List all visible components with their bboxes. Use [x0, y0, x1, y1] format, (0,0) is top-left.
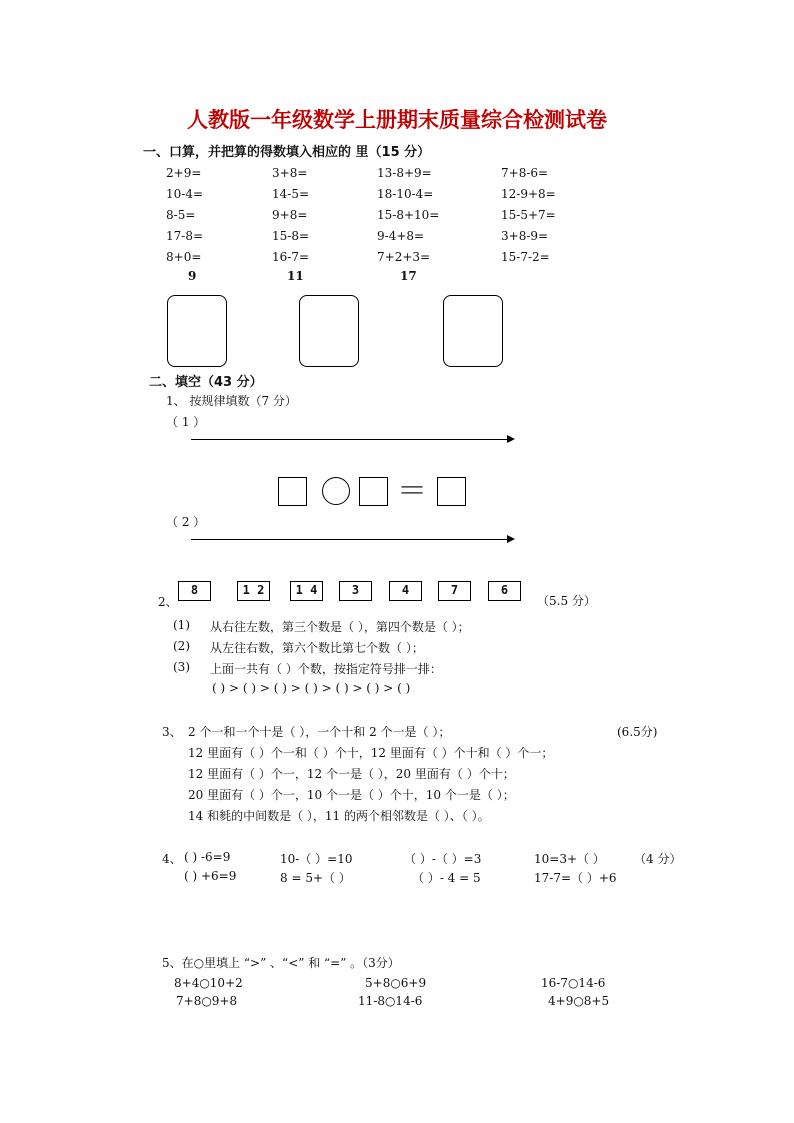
- arithmetic-item: 8+0=: [166, 250, 202, 264]
- number-box: 7: [438, 581, 471, 601]
- q4-item: 8 = 5+（ ）: [280, 871, 351, 885]
- number-line-arrow: [191, 539, 513, 540]
- number-box: 3: [339, 581, 372, 601]
- arithmetic-item: 16-7=: [272, 250, 310, 264]
- section1-heading: 一、口算，并把算的得数填入相应的 里（15 分）: [143, 145, 431, 160]
- arithmetic-item: 15-5+7=: [501, 208, 556, 222]
- arithmetic-item: 9-4+8=: [377, 229, 425, 243]
- q5-item: 5+8○6+9: [365, 976, 427, 990]
- number-box: 8: [178, 581, 211, 601]
- q4-item: ( ) -6=9: [184, 850, 231, 864]
- q4-number: 4、: [162, 852, 182, 866]
- q2-number: 2、: [158, 595, 178, 609]
- arithmetic-column-2: [272, 163, 309, 268]
- q2-sub-text: 上面一共有（ ）个数，按指定符号排一排：: [210, 662, 442, 676]
- arithmetic-item: 15-8=: [272, 229, 310, 243]
- q4-item: （ ）-（ ）=3: [404, 852, 482, 866]
- blank-square[interactable]: [437, 477, 466, 506]
- q1-label: 1、 按规律填数（7 分）: [166, 394, 297, 408]
- arithmetic-item: 17-8=: [166, 229, 204, 243]
- equals-sign: ＝: [397, 474, 427, 509]
- q3-line: 12 里面有（ ）个一和（ ）个十，12 里面有（ ）个十和（ ）个一；: [188, 746, 554, 760]
- arithmetic-item: 2+9=: [166, 166, 202, 180]
- q4-item: 17-7=（ ）+6: [534, 871, 617, 885]
- arithmetic-item: 10-4=: [166, 187, 204, 201]
- arithmetic-item: 15-8+10=: [377, 208, 440, 222]
- q2-sub-number: (3): [173, 660, 190, 674]
- q2-sub-number: (1): [173, 618, 190, 632]
- q5-item: 4+9○8+5: [548, 994, 610, 1008]
- q2-score: （5.5 分）: [537, 594, 596, 608]
- arithmetic-item: 7+8-6=: [501, 166, 549, 180]
- answer-box-label: 11: [287, 269, 304, 283]
- q5-heading: 5、在○里填上 “>” 、“<” 和 “=” 。（3分）: [162, 956, 400, 970]
- q2-order-line: ( ) > ( ) > ( ) > ( ) > ( ) > ( ) > ( ): [212, 681, 411, 695]
- arithmetic-item: 9+8=: [272, 208, 308, 222]
- arithmetic-item: 13-8+9=: [377, 166, 432, 180]
- number-box: 4: [389, 581, 422, 601]
- q1-part2-label: （ 2 ）: [166, 515, 206, 529]
- q4-item: （ ）- 4 = 5: [412, 871, 481, 885]
- q3-line: 12 里面有（ ）个一，12 个一是（ ），20 里面有（ ）个十；: [188, 767, 515, 781]
- q1-part1-label: （ 1 ）: [166, 415, 206, 429]
- arithmetic-item: 14-5=: [272, 187, 310, 201]
- number-box: 1 2: [237, 581, 270, 601]
- q4-score: （4 分）: [634, 852, 682, 866]
- arithmetic-item: 3+8-9=: [501, 229, 549, 243]
- arithmetic-item: 7+2+3=: [377, 250, 431, 264]
- answer-box[interactable]: [443, 295, 503, 367]
- number-box: 6: [488, 581, 521, 601]
- q3-line: 14 和毵的中间数是（ ），11 的两个相邻数是（ ）、（ ）。: [188, 809, 490, 823]
- page-title: 人教版一年级数学上册期末质量综合检测试卷: [187, 108, 607, 132]
- blank-square[interactable]: [278, 477, 307, 506]
- answer-box-label: 9: [188, 269, 197, 283]
- q3-line: 20 里面有（ ）个一，10 个一是（ ）个十，10 个一是（ ）；: [188, 788, 515, 802]
- q3-score: (6.5分): [617, 725, 658, 739]
- arithmetic-item: 3+8=: [272, 166, 308, 180]
- q3-line: 2 个一和一个十是（ ），一个十和 2 个一是（ ）；: [188, 725, 451, 739]
- arithmetic-column-4: [501, 163, 556, 268]
- section2-heading: 二、填空（43 分）: [149, 375, 263, 390]
- q5-item: 11-8○14-6: [358, 994, 423, 1008]
- q4-item: 10=3+（ ）: [534, 852, 605, 866]
- answer-box[interactable]: [299, 295, 359, 367]
- answer-box-label: 17: [400, 269, 417, 283]
- q2-sub-number: (2): [173, 639, 190, 653]
- q4-item: ( ) +6=9: [184, 869, 237, 883]
- arithmetic-item: 12-9+8=: [501, 187, 556, 201]
- answer-box[interactable]: [167, 295, 227, 367]
- number-box: 1 4: [290, 581, 323, 601]
- blank-square[interactable]: [359, 477, 388, 506]
- number-line-arrow: [191, 439, 513, 440]
- q2-sub-text: 从右往左数，第三个数是（ ），第四个数是（ ）；: [210, 620, 470, 634]
- arithmetic-item: 18-10-4=: [377, 187, 434, 201]
- q5-item: 7+8○9+8: [176, 994, 238, 1008]
- q5-item: 16-7○14-6: [541, 976, 606, 990]
- q5-item: 8+4○10+2: [174, 976, 243, 990]
- q2-sub-text: 从左往右数，第六个数比第七个数（ ）；: [210, 641, 424, 655]
- arithmetic-item: 15-7-2=: [501, 250, 550, 264]
- blank-circle[interactable]: [322, 477, 350, 505]
- arithmetic-item: 8-5=: [166, 208, 196, 222]
- arithmetic-column-1: [166, 163, 203, 268]
- q4-item: 10-（ ）=10: [280, 852, 353, 866]
- q3-number: 3、: [162, 725, 182, 739]
- arithmetic-column-3: [377, 163, 439, 268]
